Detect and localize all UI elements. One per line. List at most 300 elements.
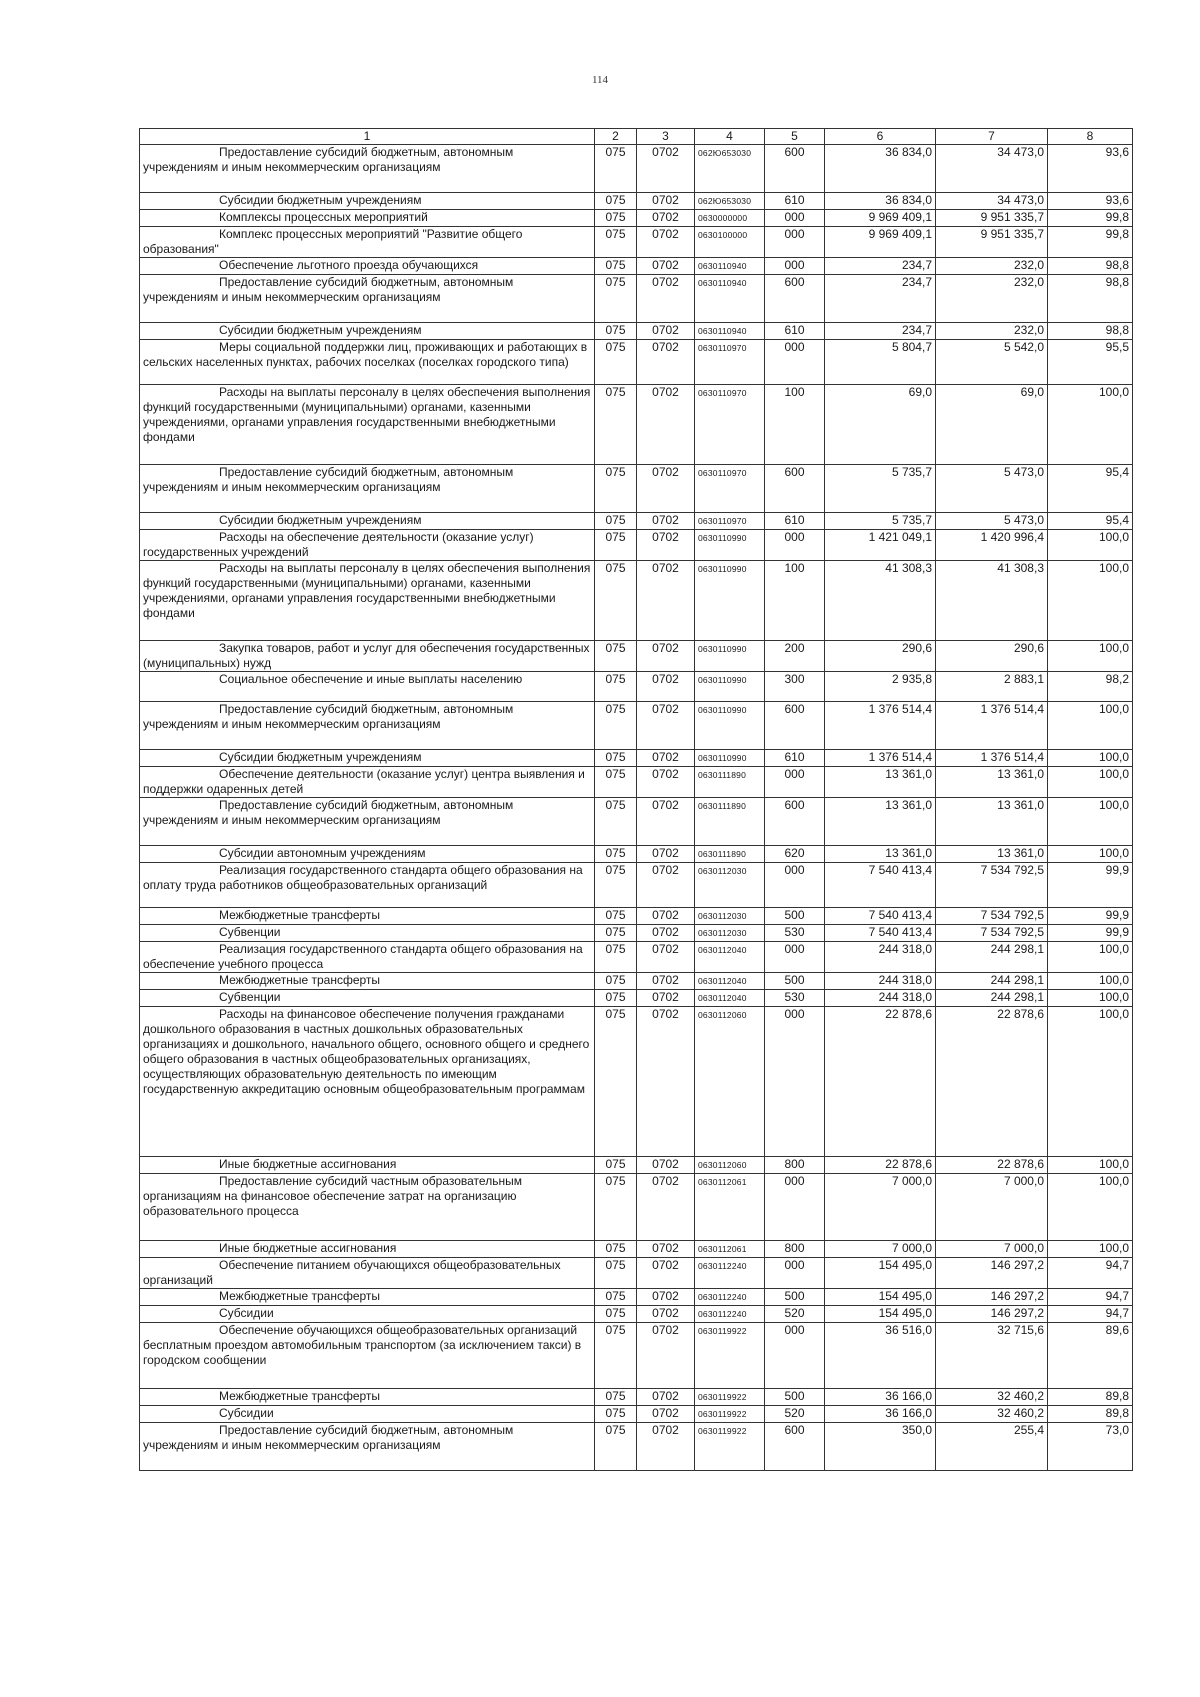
actual-amount-cell: 34 473,0 [936, 193, 1048, 210]
grbs-code-cell: 075 [595, 1289, 637, 1306]
grbs-code-cell: 075 [595, 1306, 637, 1323]
section-code-cell: 0702 [637, 1007, 695, 1157]
column-header: 6 [825, 129, 936, 145]
expense-type-code-cell: 300 [765, 672, 825, 702]
target-code-cell: 0630110990 [695, 561, 765, 641]
expense-type-code-cell: 530 [765, 990, 825, 1007]
planned-amount-cell: 41 308,3 [825, 561, 936, 641]
grbs-code-cell: 075 [595, 750, 637, 767]
grbs-code-cell: 075 [595, 672, 637, 702]
expense-name-cell: Реализация государственного стандарта общего образования на обеспечение учебного процесса [140, 942, 595, 973]
actual-amount-cell: 7 534 792,5 [936, 908, 1048, 925]
planned-amount-cell: 244 318,0 [825, 990, 936, 1007]
grbs-code-cell: 075 [595, 561, 637, 641]
expense-type-code-cell: 600 [765, 702, 825, 750]
target-code-cell: 0630110940 [695, 258, 765, 275]
table-row [140, 750, 1133, 767]
planned-amount-cell: 69,0 [825, 385, 936, 465]
expense-name-cell: Расходы на выплаты персоналу в целях обеспечения выполнения функций государственными (муниципальными) органами, казенными учреждениями, органами управления государственными внебюджетными фондами [140, 561, 595, 641]
target-code-cell: 0630112240 [695, 1289, 765, 1306]
planned-amount-cell: 1 376 514,4 [825, 702, 936, 750]
section-code-cell: 0702 [637, 925, 695, 942]
grbs-code-cell: 075 [595, 1323, 637, 1389]
actual-amount-cell: 32 460,2 [936, 1406, 1048, 1423]
actual-amount-cell: 13 361,0 [936, 798, 1048, 846]
expense-name-cell: Социальное обеспечение и иные выплаты населению [140, 672, 595, 702]
expense-type-code-cell: 000 [765, 340, 825, 385]
section-code-cell: 0702 [637, 846, 695, 863]
table-row [140, 942, 1133, 973]
expense-type-code-cell: 600 [765, 275, 825, 323]
section-code-cell: 0702 [637, 1289, 695, 1306]
table-row [140, 863, 1133, 908]
grbs-code-cell: 075 [595, 385, 637, 465]
expense-name-cell: Субсидии бюджетным учреждениям [140, 193, 595, 210]
expense-type-code-cell: 000 [765, 1174, 825, 1241]
execution-percent-cell: 100,0 [1048, 846, 1133, 863]
grbs-code-cell: 075 [595, 1389, 637, 1406]
execution-percent-cell: 93,6 [1048, 145, 1133, 193]
table-row [140, 530, 1133, 561]
target-code-cell: 0630112060 [695, 1157, 765, 1174]
expense-name-cell: Предоставление субсидий бюджетным, автономным учреждениям и иным некоммерческим организациям [140, 702, 595, 750]
table-row [140, 1289, 1133, 1306]
grbs-code-cell: 075 [595, 641, 637, 672]
section-code-cell: 0702 [637, 275, 695, 323]
target-code-cell: 0630112040 [695, 973, 765, 990]
table-row [140, 1174, 1133, 1241]
table-row [140, 1423, 1133, 1471]
actual-amount-cell: 2 883,1 [936, 672, 1048, 702]
actual-amount-cell: 244 298,1 [936, 973, 1048, 990]
execution-percent-cell: 100,0 [1048, 1157, 1133, 1174]
expense-name-cell: Субсидии [140, 1406, 595, 1423]
actual-amount-cell: 1 376 514,4 [936, 750, 1048, 767]
column-header: 1 [140, 129, 595, 145]
section-code-cell: 0702 [637, 465, 695, 513]
expense-name-cell: Субвенции [140, 990, 595, 1007]
section-code-cell: 0702 [637, 1423, 695, 1471]
expense-type-code-cell: 000 [765, 258, 825, 275]
execution-percent-cell: 100,0 [1048, 1007, 1133, 1157]
actual-amount-cell: 34 473,0 [936, 145, 1048, 193]
expense-type-code-cell: 610 [765, 193, 825, 210]
table-row [140, 641, 1133, 672]
target-code-cell: 0630112030 [695, 908, 765, 925]
actual-amount-cell: 9 951 335,7 [936, 227, 1048, 258]
expense-name-cell: Обеспечение деятельности (оказание услуг) центра выявления и поддержки одаренных детей [140, 767, 595, 798]
planned-amount-cell: 7 000,0 [825, 1241, 936, 1258]
table-row [140, 340, 1133, 385]
table-row [140, 275, 1133, 323]
planned-amount-cell: 7 000,0 [825, 1174, 936, 1241]
target-code-cell: 0630110970 [695, 340, 765, 385]
table-row [140, 767, 1133, 798]
expense-type-code-cell: 000 [765, 1323, 825, 1389]
planned-amount-cell: 234,7 [825, 275, 936, 323]
page-number: 114 [591, 74, 609, 86]
execution-percent-cell: 98,8 [1048, 323, 1133, 340]
target-code-cell: 0630112061 [695, 1241, 765, 1258]
grbs-code-cell: 075 [595, 1258, 637, 1289]
actual-amount-cell: 146 297,2 [936, 1289, 1048, 1306]
execution-percent-cell: 73,0 [1048, 1423, 1133, 1471]
section-code-cell: 0702 [637, 1406, 695, 1423]
actual-amount-cell: 7 000,0 [936, 1241, 1048, 1258]
execution-percent-cell: 100,0 [1048, 641, 1133, 672]
section-code-cell: 0702 [637, 210, 695, 227]
expense-name-cell: Межбюджетные трансферты [140, 973, 595, 990]
expense-name-cell: Субсидии автономным учреждениям [140, 846, 595, 863]
execution-percent-cell: 98,8 [1048, 258, 1133, 275]
target-code-cell: 0630110970 [695, 465, 765, 513]
planned-amount-cell: 234,7 [825, 258, 936, 275]
grbs-code-cell: 075 [595, 1423, 637, 1471]
target-code-cell: 0630112240 [695, 1306, 765, 1323]
table-row [140, 1241, 1133, 1258]
planned-amount-cell: 244 318,0 [825, 973, 936, 990]
actual-amount-cell: 13 361,0 [936, 846, 1048, 863]
execution-percent-cell: 100,0 [1048, 798, 1133, 846]
section-code-cell: 0702 [637, 672, 695, 702]
execution-percent-cell: 95,5 [1048, 340, 1133, 385]
section-code-cell: 0702 [637, 798, 695, 846]
expense-type-code-cell: 000 [765, 210, 825, 227]
execution-percent-cell: 93,6 [1048, 193, 1133, 210]
table-row [140, 1007, 1133, 1157]
planned-amount-cell: 1 376 514,4 [825, 750, 936, 767]
planned-amount-cell: 36 834,0 [825, 193, 936, 210]
grbs-code-cell: 075 [595, 925, 637, 942]
expense-name-cell: Расходы на финансовое обеспечение получения гражданами дошкольного образования в частных дошкольных образовательных организациях и дошкольного, начального общего, основного общего и среднего общего образования в частных общеобразовательных организациях, осуществляющих образовательную деятельность по имеющим государственную аккредитацию основным общеобразовательным программам [140, 1007, 595, 1157]
actual-amount-cell: 232,0 [936, 323, 1048, 340]
planned-amount-cell: 234,7 [825, 323, 936, 340]
execution-percent-cell: 98,8 [1048, 275, 1133, 323]
actual-amount-cell: 7 000,0 [936, 1174, 1048, 1241]
execution-percent-cell: 99,8 [1048, 210, 1133, 227]
actual-amount-cell: 41 308,3 [936, 561, 1048, 641]
planned-amount-cell: 154 495,0 [825, 1306, 936, 1323]
column-header: 2 [595, 129, 637, 145]
grbs-code-cell: 075 [595, 1157, 637, 1174]
target-code-cell: 0630110990 [695, 530, 765, 561]
expense-type-code-cell: 600 [765, 465, 825, 513]
execution-percent-cell: 100,0 [1048, 767, 1133, 798]
column-header: 5 [765, 129, 825, 145]
grbs-code-cell: 075 [595, 1174, 637, 1241]
target-code-cell: 0630119922 [695, 1406, 765, 1423]
target-code-cell: 0630100000 [695, 227, 765, 258]
grbs-code-cell: 075 [595, 942, 637, 973]
column-number-row [140, 129, 1133, 145]
expense-type-code-cell: 530 [765, 925, 825, 942]
grbs-code-cell: 075 [595, 990, 637, 1007]
expense-name-cell: Расходы на обеспечение деятельности (оказание услуг) государственных учреждений [140, 530, 595, 561]
expense-name-cell: Предоставление субсидий бюджетным, автономным учреждениям и иным некоммерческим организациям [140, 1423, 595, 1471]
grbs-code-cell: 075 [595, 908, 637, 925]
section-code-cell: 0702 [637, 193, 695, 210]
planned-amount-cell: 7 540 413,4 [825, 863, 936, 908]
table-row [140, 145, 1133, 193]
target-code-cell: 0630111890 [695, 798, 765, 846]
execution-percent-cell: 100,0 [1048, 561, 1133, 641]
planned-amount-cell: 350,0 [825, 1423, 936, 1471]
target-code-cell: 0630110970 [695, 513, 765, 530]
planned-amount-cell: 13 361,0 [825, 767, 936, 798]
planned-amount-cell: 154 495,0 [825, 1258, 936, 1289]
table-row [140, 1406, 1133, 1423]
actual-amount-cell: 7 534 792,5 [936, 863, 1048, 908]
expense-name-cell: Иные бюджетные ассигнования [140, 1157, 595, 1174]
table-row [140, 1389, 1133, 1406]
table-row [140, 702, 1133, 750]
target-code-cell: 0630112240 [695, 1258, 765, 1289]
expense-type-code-cell: 620 [765, 846, 825, 863]
target-code-cell: 0630110990 [695, 702, 765, 750]
expense-type-code-cell: 000 [765, 1007, 825, 1157]
expense-type-code-cell: 000 [765, 530, 825, 561]
expense-name-cell: Расходы на выплаты персоналу в целях обеспечения выполнения функций государственными (муниципальными) органами, казенными учреждениями, органами управления государственными внебюджетными фондами [140, 385, 595, 465]
target-code-cell: 0630112040 [695, 942, 765, 973]
actual-amount-cell: 7 534 792,5 [936, 925, 1048, 942]
execution-percent-cell: 100,0 [1048, 990, 1133, 1007]
planned-amount-cell: 7 540 413,4 [825, 925, 936, 942]
section-code-cell: 0702 [637, 258, 695, 275]
execution-percent-cell: 100,0 [1048, 385, 1133, 465]
table-row [140, 672, 1133, 702]
column-header: 3 [637, 129, 695, 145]
target-code-cell: 0630110990 [695, 750, 765, 767]
expense-name-cell: Предоставление субсидий частным образовательным организациям на финансовое обеспечение затрат на организацию образовательного процесса [140, 1174, 595, 1241]
expense-name-cell: Комплекс процессных мероприятий "Развитие общего образования" [140, 227, 595, 258]
expense-name-cell: Обеспечение питанием обучающихся общеобразовательных организаций [140, 1258, 595, 1289]
expense-type-code-cell: 100 [765, 385, 825, 465]
expense-name-cell: Обеспечение обучающихся общеобразовательных организаций бесплатным проездом автомобильным транспортом (за исключением такси) в городском сообщении [140, 1323, 595, 1389]
expense-name-cell: Предоставление субсидий бюджетным, автономным учреждениям и иным некоммерческим организациям [140, 465, 595, 513]
section-code-cell: 0702 [637, 1258, 695, 1289]
expense-name-cell: Обеспечение льготного проезда обучающихся [140, 258, 595, 275]
planned-amount-cell: 22 878,6 [825, 1007, 936, 1157]
execution-percent-cell: 98,2 [1048, 672, 1133, 702]
actual-amount-cell: 255,4 [936, 1423, 1048, 1471]
table-row [140, 908, 1133, 925]
table-row [140, 1258, 1133, 1289]
actual-amount-cell: 32 460,2 [936, 1389, 1048, 1406]
target-code-cell: 0630119922 [695, 1389, 765, 1406]
target-code-cell: 0630111890 [695, 767, 765, 798]
execution-percent-cell: 99,9 [1048, 863, 1133, 908]
expense-name-cell: Межбюджетные трансферты [140, 908, 595, 925]
planned-amount-cell: 154 495,0 [825, 1289, 936, 1306]
section-code-cell: 0702 [637, 702, 695, 750]
execution-percent-cell: 100,0 [1048, 530, 1133, 561]
section-code-cell: 0702 [637, 973, 695, 990]
expense-type-code-cell: 520 [765, 1306, 825, 1323]
table-row [140, 798, 1133, 846]
planned-amount-cell: 36 166,0 [825, 1389, 936, 1406]
planned-amount-cell: 9 969 409,1 [825, 227, 936, 258]
section-code-cell: 0702 [637, 990, 695, 1007]
expense-name-cell: Межбюджетные трансферты [140, 1289, 595, 1306]
execution-percent-cell: 99,9 [1048, 925, 1133, 942]
target-code-cell: 0630110940 [695, 275, 765, 323]
planned-amount-cell: 244 318,0 [825, 942, 936, 973]
section-code-cell: 0702 [637, 323, 695, 340]
target-code-cell: 0630112030 [695, 925, 765, 942]
planned-amount-cell: 5 735,7 [825, 465, 936, 513]
grbs-code-cell: 075 [595, 227, 637, 258]
grbs-code-cell: 075 [595, 1406, 637, 1423]
expense-name-cell: Субсидии бюджетным учреждениям [140, 513, 595, 530]
actual-amount-cell: 22 878,6 [936, 1157, 1048, 1174]
execution-percent-cell: 95,4 [1048, 465, 1133, 513]
expense-type-code-cell: 610 [765, 513, 825, 530]
target-code-cell: 0630112030 [695, 863, 765, 908]
target-code-cell: 0630112061 [695, 1174, 765, 1241]
column-header: 4 [695, 129, 765, 145]
table-row [140, 561, 1133, 641]
execution-percent-cell: 100,0 [1048, 702, 1133, 750]
table-row [140, 513, 1133, 530]
actual-amount-cell: 5 473,0 [936, 465, 1048, 513]
actual-amount-cell: 244 298,1 [936, 990, 1048, 1007]
grbs-code-cell: 075 [595, 323, 637, 340]
expense-type-code-cell: 000 [765, 767, 825, 798]
expense-type-code-cell: 200 [765, 641, 825, 672]
section-code-cell: 0702 [637, 227, 695, 258]
grbs-code-cell: 075 [595, 1007, 637, 1157]
grbs-code-cell: 075 [595, 767, 637, 798]
actual-amount-cell: 146 297,2 [936, 1258, 1048, 1289]
expense-type-code-cell: 000 [765, 863, 825, 908]
expense-name-cell: Субсидии бюджетным учреждениям [140, 750, 595, 767]
grbs-code-cell: 075 [595, 798, 637, 846]
section-code-cell: 0702 [637, 767, 695, 798]
expense-name-cell: Закупка товаров, работ и услуг для обеспечения государственных (муниципальных) нужд [140, 641, 595, 672]
expense-type-code-cell: 000 [765, 942, 825, 973]
expense-name-cell: Меры социальной поддержки лиц, проживающих и работающих в сельских населенных пунктах, рабочих поселках (поселках городского типа) [140, 340, 595, 385]
grbs-code-cell: 075 [595, 973, 637, 990]
column-header: 7 [936, 129, 1048, 145]
expense-type-code-cell: 500 [765, 908, 825, 925]
execution-percent-cell: 100,0 [1048, 973, 1133, 990]
section-code-cell: 0702 [637, 908, 695, 925]
execution-percent-cell: 100,0 [1048, 942, 1133, 973]
actual-amount-cell: 232,0 [936, 258, 1048, 275]
execution-percent-cell: 89,8 [1048, 1389, 1133, 1406]
expense-name-cell: Предоставление субсидий бюджетным, автономным учреждениям и иным некоммерческим организациям [140, 145, 595, 193]
expense-type-code-cell: 610 [765, 750, 825, 767]
expense-name-cell: Межбюджетные трансферты [140, 1389, 595, 1406]
expense-type-code-cell: 600 [765, 798, 825, 846]
planned-amount-cell: 36 516,0 [825, 1323, 936, 1389]
actual-amount-cell: 1 376 514,4 [936, 702, 1048, 750]
target-code-cell: 0630112040 [695, 990, 765, 1007]
table-row [140, 258, 1133, 275]
expense-name-cell: Предоставление субсидий бюджетным, автономным учреждениям и иным некоммерческим организациям [140, 798, 595, 846]
section-code-cell: 0702 [637, 1323, 695, 1389]
section-code-cell: 0702 [637, 385, 695, 465]
section-code-cell: 0702 [637, 750, 695, 767]
planned-amount-cell: 13 361,0 [825, 846, 936, 863]
expense-type-code-cell: 800 [765, 1157, 825, 1174]
expense-name-cell: Реализация государственного стандарта общего образования на оплату труда работников общеобразовательных организаций [140, 863, 595, 908]
budget-table [139, 128, 1133, 1471]
section-code-cell: 0702 [637, 641, 695, 672]
planned-amount-cell: 7 540 413,4 [825, 908, 936, 925]
section-code-cell: 0702 [637, 1241, 695, 1258]
section-code-cell: 0702 [637, 513, 695, 530]
actual-amount-cell: 290,6 [936, 641, 1048, 672]
expense-type-code-cell: 610 [765, 323, 825, 340]
grbs-code-cell: 075 [595, 340, 637, 385]
grbs-code-cell: 075 [595, 702, 637, 750]
expense-name-cell: Субсидии [140, 1306, 595, 1323]
grbs-code-cell: 075 [595, 530, 637, 561]
expense-type-code-cell: 000 [765, 227, 825, 258]
section-code-cell: 0702 [637, 530, 695, 561]
table-row [140, 1157, 1133, 1174]
execution-percent-cell: 89,8 [1048, 1406, 1133, 1423]
grbs-code-cell: 075 [595, 193, 637, 210]
grbs-code-cell: 075 [595, 846, 637, 863]
section-code-cell: 0702 [637, 863, 695, 908]
actual-amount-cell: 146 297,2 [936, 1306, 1048, 1323]
expense-name-cell: Предоставление субсидий бюджетным, автономным учреждениям и иным некоммерческим организациям [140, 275, 595, 323]
actual-amount-cell: 69,0 [936, 385, 1048, 465]
expense-name-cell: Комплексы процессных мероприятий [140, 210, 595, 227]
expense-type-code-cell: 500 [765, 973, 825, 990]
planned-amount-cell: 5 804,7 [825, 340, 936, 385]
execution-percent-cell: 94,7 [1048, 1306, 1133, 1323]
table-row [140, 1323, 1133, 1389]
grbs-code-cell: 075 [595, 145, 637, 193]
target-code-cell: 0630000000 [695, 210, 765, 227]
table-row [140, 973, 1133, 990]
execution-percent-cell: 94,7 [1048, 1289, 1133, 1306]
table-row [140, 465, 1133, 513]
column-header: 8 [1048, 129, 1133, 145]
expense-type-code-cell: 100 [765, 561, 825, 641]
planned-amount-cell: 5 735,7 [825, 513, 936, 530]
expense-type-code-cell: 600 [765, 1423, 825, 1471]
actual-amount-cell: 5 473,0 [936, 513, 1048, 530]
expense-type-code-cell: 800 [765, 1241, 825, 1258]
actual-amount-cell: 32 715,6 [936, 1323, 1048, 1389]
section-code-cell: 0702 [637, 1174, 695, 1241]
target-code-cell: 0630111890 [695, 846, 765, 863]
actual-amount-cell: 9 951 335,7 [936, 210, 1048, 227]
section-code-cell: 0702 [637, 561, 695, 641]
table-row [140, 990, 1133, 1007]
budget-table-container [139, 128, 1133, 1471]
section-code-cell: 0702 [637, 145, 695, 193]
planned-amount-cell: 36 834,0 [825, 145, 936, 193]
table-row [140, 1306, 1133, 1323]
execution-percent-cell: 99,8 [1048, 227, 1133, 258]
expense-type-code-cell: 500 [765, 1389, 825, 1406]
table-row [140, 846, 1133, 863]
expense-type-code-cell: 500 [765, 1289, 825, 1306]
grbs-code-cell: 075 [595, 275, 637, 323]
target-code-cell: 0630110990 [695, 672, 765, 702]
execution-percent-cell: 89,6 [1048, 1323, 1133, 1389]
grbs-code-cell: 075 [595, 863, 637, 908]
target-code-cell: 0630119922 [695, 1323, 765, 1389]
table-row [140, 925, 1133, 942]
table-row [140, 210, 1133, 227]
execution-percent-cell: 95,4 [1048, 513, 1133, 530]
